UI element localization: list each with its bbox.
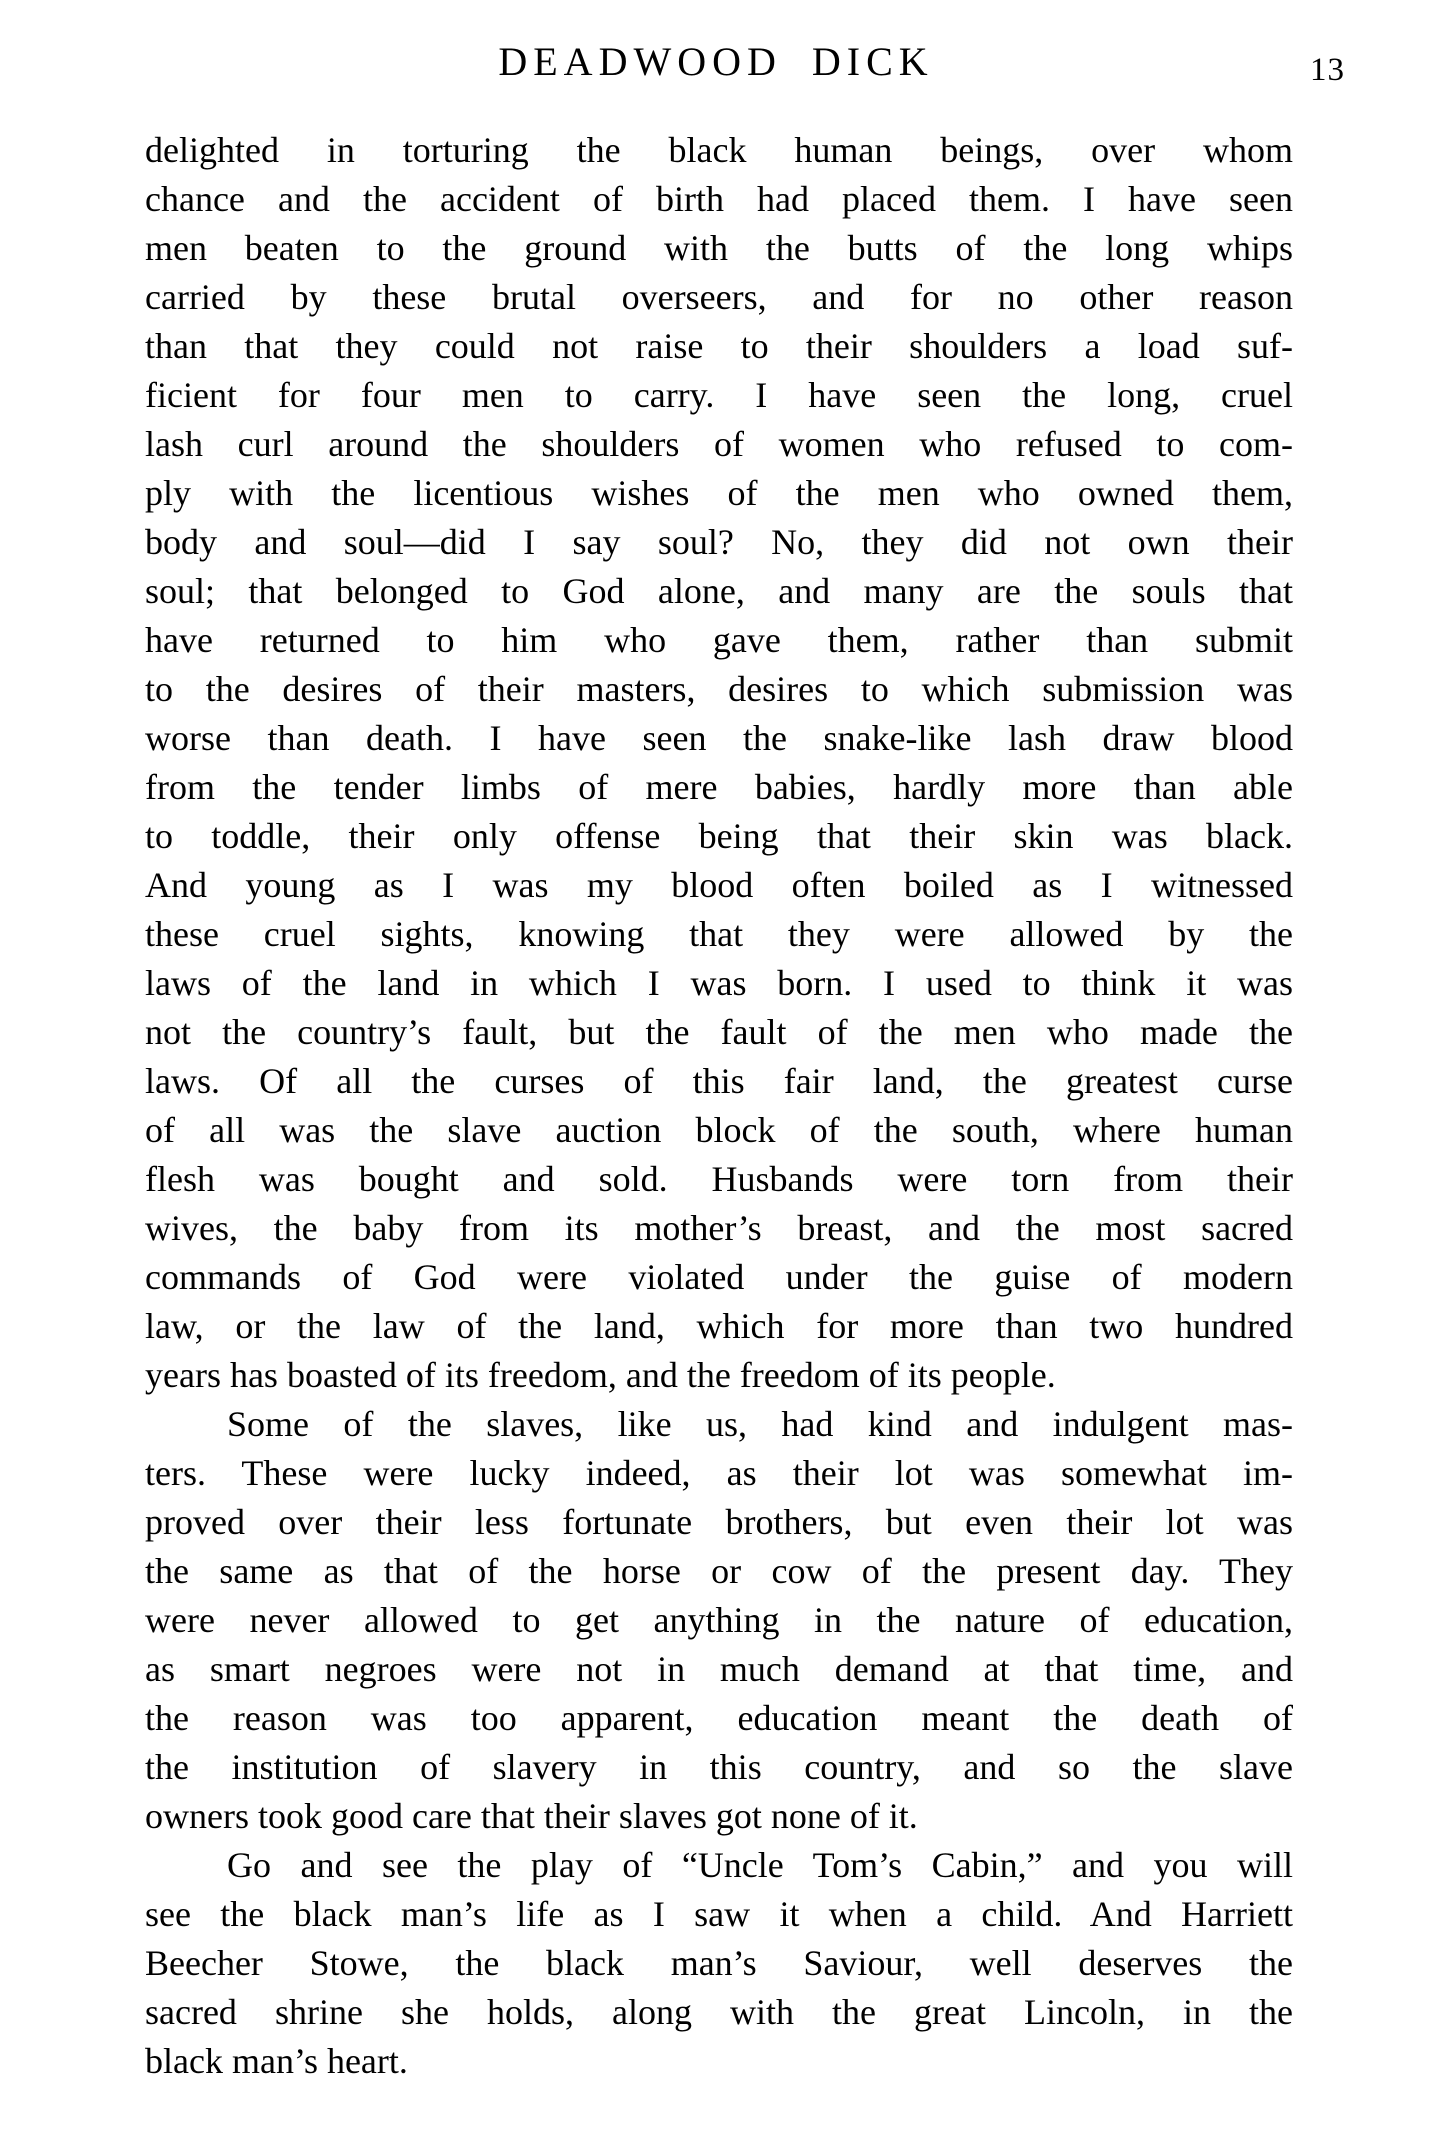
text-line: have returned to him who gave them, rather than submit (145, 620, 1293, 660)
text-line: carried by these brutal overseers, and for no other reason (145, 277, 1293, 317)
text-line: body and soul—did I say soul? No, they did not own their (145, 522, 1293, 562)
text-line: were never allowed to get anything in the nature of education, (145, 1600, 1293, 1640)
text-line: men beaten to the ground with the butts of the long whips (145, 228, 1293, 268)
text-line: as smart negroes were not in much demand at that time, and (145, 1649, 1293, 1689)
text-line: owners took good care that their slaves got none of it. (145, 1796, 918, 1836)
text-line: worse than death. I have seen the snake-like lash draw blood (145, 718, 1293, 758)
text-line: these cruel sights, knowing that they were allowed by the (145, 914, 1293, 954)
text-line: Go and see the play of “Uncle Tom’s Cabin,” and you will (227, 1845, 1293, 1885)
text-line: Beecher Stowe, the black man’s Saviour, well deserves the (145, 1943, 1293, 1983)
text-line: Some of the slaves, like us, had kind and indulgent mas- (227, 1404, 1293, 1444)
text-line: of all was the slave auction block of the south, where human (145, 1110, 1293, 1150)
text-line: soul; that belonged to God alone, and many are the souls that (145, 571, 1293, 611)
text-line: wives, the baby from its mother’s breast, and the most sacred (145, 1208, 1293, 1248)
text-line: the same as that of the horse or cow of the present day. They (145, 1551, 1293, 1591)
text-line: than that they could not raise to their shoulders a load suf- (145, 326, 1293, 366)
text-line: to the desires of their masters, desires to which submission was (145, 669, 1293, 709)
text-line: not the country’s fault, but the fault of the men who made the (145, 1012, 1293, 1052)
text-line: ficient for four men to carry. I have seen the long, cruel (145, 375, 1293, 415)
text-line: delighted in torturing the black human beings, over whom (145, 130, 1293, 170)
text-line: the institution of slavery in this country, and so the slave (145, 1747, 1293, 1787)
paragraph (145, 1400, 1293, 1841)
text-line: laws. Of all the curses of this fair land, the greatest curse (145, 1061, 1293, 1101)
text-line: ply with the licentious wishes of the men who owned them, (145, 473, 1293, 513)
text-line: the reason was too apparent, education meant the death of (145, 1698, 1293, 1738)
text-line: laws of the land in which I was born. I used to think it was (145, 963, 1293, 1003)
text-line: law, or the law of the land, which for more than two hundred (145, 1306, 1293, 1346)
paragraph (145, 126, 1293, 1400)
text-line: flesh was bought and sold. Husbands were torn from their (145, 1159, 1293, 1199)
page-number: 13 (1310, 52, 1345, 88)
running-head-title: DEADWOOD DICK (498, 39, 934, 84)
text-line: chance and the accident of birth had placed them. I have seen (145, 179, 1293, 219)
text-line: sacred shrine she holds, along with the great Lincoln, in the (145, 1992, 1293, 2032)
text-line: black man’s heart. (145, 2041, 408, 2081)
text-line: to toddle, their only offense being that their skin was black. (145, 816, 1293, 856)
paragraph (145, 1841, 1293, 2086)
page-body (145, 126, 1293, 2086)
text-line: And young as I was my blood often boiled as I witnessed (145, 865, 1293, 905)
text-line: lash curl around the shoulders of women who refused to com- (145, 424, 1293, 464)
text-line: commands of God were violated under the guise of modern (145, 1257, 1293, 1297)
text-line: proved over their less fortunate brothers, but even their lot was (145, 1502, 1293, 1542)
text-line: from the tender limbs of mere babies, hardly more than able (145, 767, 1293, 807)
text-line: see the black man’s life as I saw it when a child. And Harriett (145, 1894, 1293, 1934)
text-line: years has boasted of its freedom, and the freedom of its people. (145, 1355, 1056, 1395)
text-line: ters. These were lucky indeed, as their lot was somewhat im- (145, 1453, 1293, 1493)
